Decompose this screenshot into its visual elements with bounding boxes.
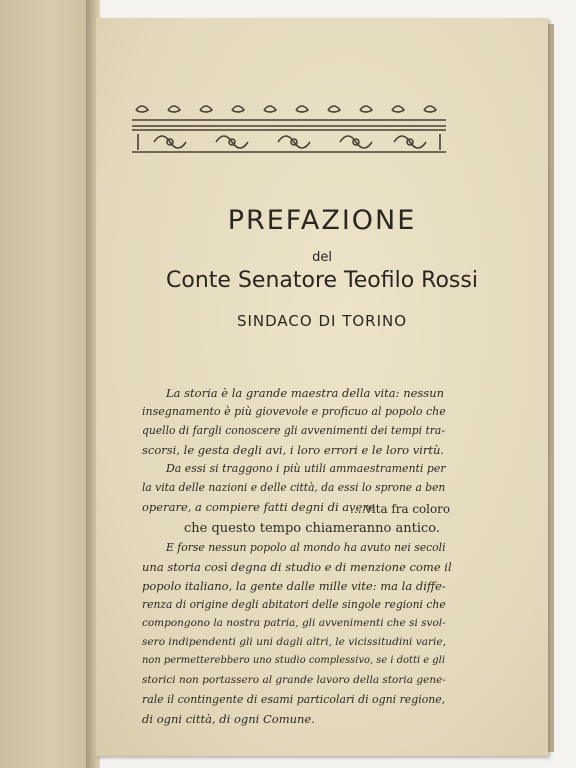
left-page	[0, 0, 96, 768]
text-line: popolo italiano, la gente dalle mille vite: ma la diffe-	[142, 579, 446, 593]
title-connector: del	[312, 250, 332, 265]
author-name: Conte Senatore Teofilo Rossi	[166, 268, 478, 293]
text-line: insegnamento è più giovevole e proficuo al popolo che	[142, 405, 446, 418]
text-line: scorsi, le gesta degli avi, i loro errori e le loro virtù.	[142, 443, 445, 457]
text-line: E forse nessun popolo al mondo ha avuto nei secoli	[166, 541, 446, 554]
page-title: PREFAZIONE	[227, 205, 417, 236]
text-line: di ogni città, di ogni Comune.	[142, 712, 315, 726]
quote-line: ....vita fra coloro	[350, 502, 450, 516]
text-line: la vita delle nazioni e delle città, da essi lo sprone a ben	[142, 481, 446, 494]
quote-line: che questo tempo chiameranno antico.	[184, 521, 441, 536]
decorative-ornament-icon	[132, 100, 446, 158]
text-line: La storia è la grande maestra della vita: nessun	[166, 386, 445, 400]
text-line: rale il contingente di esami particolari di ogni regione,	[142, 693, 446, 706]
text-line: non permetterebbero uno studio complessivo, se i dotti e gli	[142, 655, 445, 666]
text-line: una storia così degna di studio e di menzione come il	[142, 560, 452, 574]
text-line: Da essi si traggono i più utili ammaestramenti per	[166, 462, 446, 475]
text-line: compongono la nostra patria, gli avvenimenti che si svol-	[142, 617, 446, 629]
text-line: sero indipendenti gli uni dagli altri, le vicissitudini varie,	[142, 636, 447, 648]
page-edge	[548, 24, 554, 752]
author-office: SINDACO DI TORINO	[236, 312, 408, 330]
text-line: renza di origine degli abitatori delle singole regioni che	[142, 598, 446, 611]
text-line: operare, a compiere fatti degni di avere	[142, 500, 375, 514]
text-line: quello di fargli conoscere gli avvenimenti dei tempi tra-	[142, 424, 445, 437]
text-line: storici non portassero al grande lavoro della storia gene-	[142, 674, 446, 686]
